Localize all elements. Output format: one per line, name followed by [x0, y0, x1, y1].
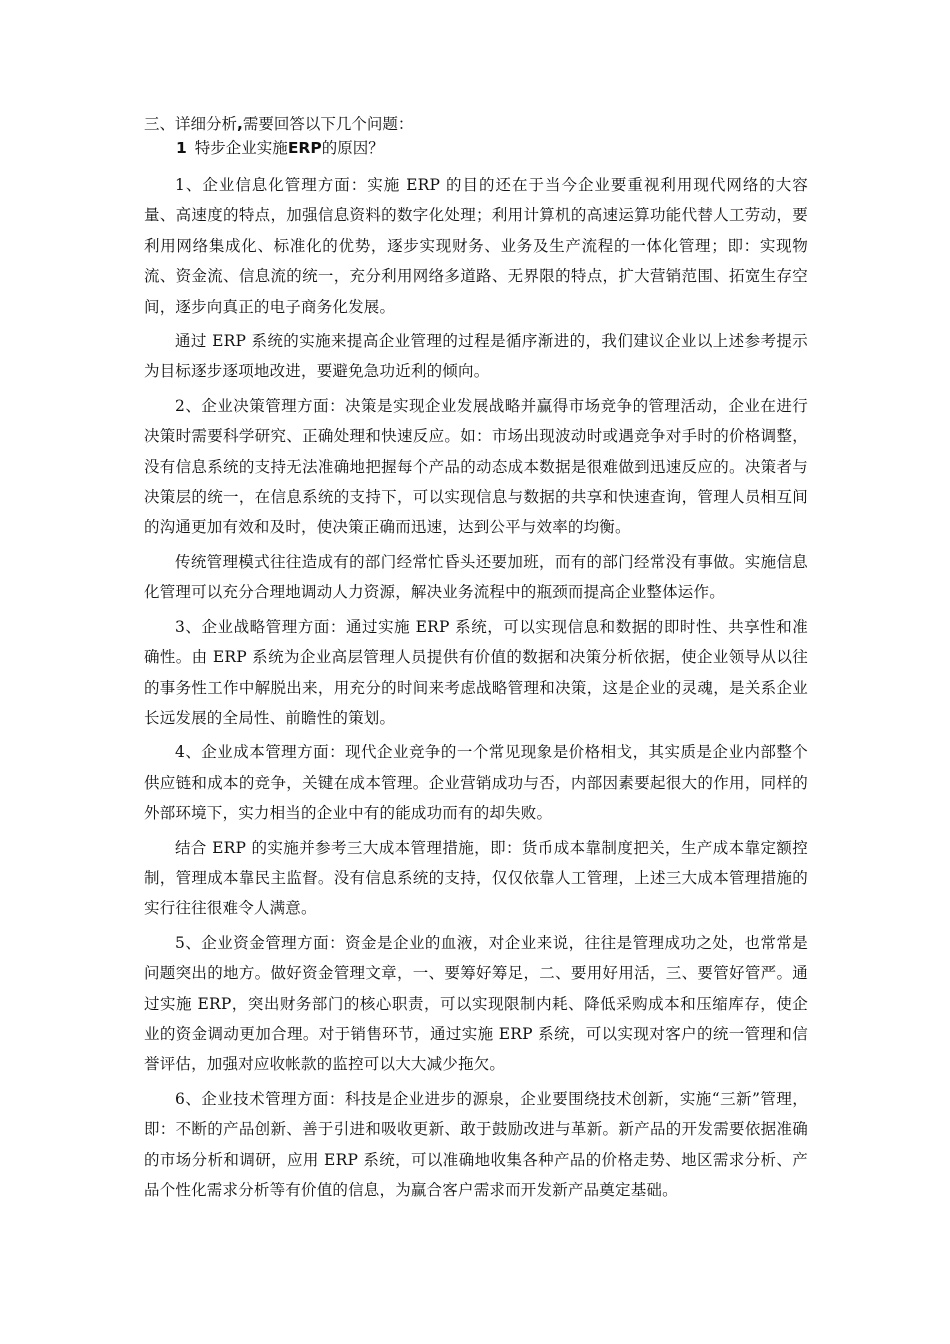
question-heading	[176, 136, 808, 160]
paragraph-cost-management: 4、企业成本管理方面：现代企业竞争的一个常见现象是价格相戈，其实质是企业内部整个供应链和成本的竞争，关键在成本管理。企业营销成功与否，内部因素要起很大的作用，同样的外部环境下，实力相当的企业中有的能成功而有的却失败。	[144, 743, 808, 823]
section-heading-prefix: 三、详细分析	[144, 115, 238, 133]
paragraph-strategy-management: 3、企业战略管理方面：通过实施 ERP 系统，可以实现信息和数据的即时性、共享性和准确性。由 ERP 系统为企业高层管理人员提供有价值的数据和决策分析依据，使企业领导从以往的事务性工作中解脱出来，用充分的时间来考虑战略管理和决策，这是企业的灵魂，是关系企业长远发展的全局性、前瞻性的策划。	[144, 617, 808, 727]
question-number: 1	[176, 139, 187, 157]
question-text-post: 的原因？	[321, 139, 384, 157]
paragraph-technology-management: 6、企业技术管理方面：科技是企业进步的源泉，企业要围绕技术创新，实施“三新”管理，即：不断的产品创新、善于引进和吸收更新、敢于鼓励改进与革新。新产品的开发需要依据准确的市场分析和调研，应用 ERP 系统，可以准确地收集各种产品的价格走势、地区需求分析、产品个性化需求分析等有价值的信息，为赢合客户需求而开发新产品奠定基础。	[144, 1089, 808, 1199]
question-text-pre: 特步企业实施	[194, 139, 288, 157]
paragraph-erp-gradual: 通过 ERP 系统的实施来提高企业管理的过程是循序渐进的，我们建议企业以上述参考提示为目标逐步逐项地改进，要避免急功近利的倾向。	[144, 332, 808, 381]
section-heading-comma: ,	[237, 115, 243, 133]
section-heading	[144, 112, 808, 136]
paragraph-info-management: 1、企业信息化管理方面：实施 ERP 的目的还在于当今企业要重视利用现代网络的大容量、高速度的特点，加强信息资料的数字化处理；利用计算机的高速运算功能代替人工劳动，要利用网络集成化、标准化的优势，逐步实现财务、业务及生产流程的一体化管理；即：实现物流、资金流、信息流的统一，充分利用网络多道路、无界限的特点，扩大营销范围、拓宽生存空间，逐步向真正的电子商务化发展。	[144, 176, 808, 316]
paragraph-decision-management: 2、企业决策管理方面：决策是实现企业发展战略并赢得市场竞争的管理活动，企业在进行决策时需要科学研究、正确处理和快速反应。如：市场出现波动时或遇竞争对手时的价格调整，没有信息系统的支持无法准确地把握每个产品的动态成本数据是很难做到迅速反应的。决策者与决策层的统一，在信息系统的支持下，可以实现信息与数据的共享和快速查询，管理人员相互间的沟通更加有效和及时，使决策正确而迅速，达到公平与效率的均衡。	[144, 396, 808, 537]
section-heading-suffix: 需要回答以下几个问题：	[242, 115, 414, 133]
document-body	[144, 112, 808, 1209]
paragraph-cost-measures: 结合 ERP 的实施并参考三大成本管理措施，即：货币成本靠制度把关，生产成本靠定额控制，管理成本靠民主监督。没有信息系统的支持，仅仅依靠人工管理，上述三大成本管理措施的实行往往很难令人满意。	[144, 838, 808, 918]
paragraph-traditional-management: 传统管理模式往往造成有的部门经常忙昏头还要加班，而有的部门经常没有事做。实施信息化管理可以充分合理地调动人力资源，解决业务流程中的瓶颈而提高企业整体运作。	[144, 552, 808, 602]
question-text-erp: ERP	[287, 139, 322, 157]
paragraph-fund-management: 5、企业资金管理方面：资金是企业的血液，对企业来说，往往是管理成功之处，也常常是问题突出的地方。做好资金管理文章，一、要筹好筹足，二、要用好用活，三、要管好管严。通过实施 ERP，突出财务部门的核心职责，可以实现限制内耗、降低采购成本和压缩库存，使企业的资金调动更加合理。对于销售环节，通过实施 ERP 系统，可以实现对客户的统一管理和信誉评估，加强对应收帐款的监控可以大大减少拖欠。	[144, 933, 808, 1074]
